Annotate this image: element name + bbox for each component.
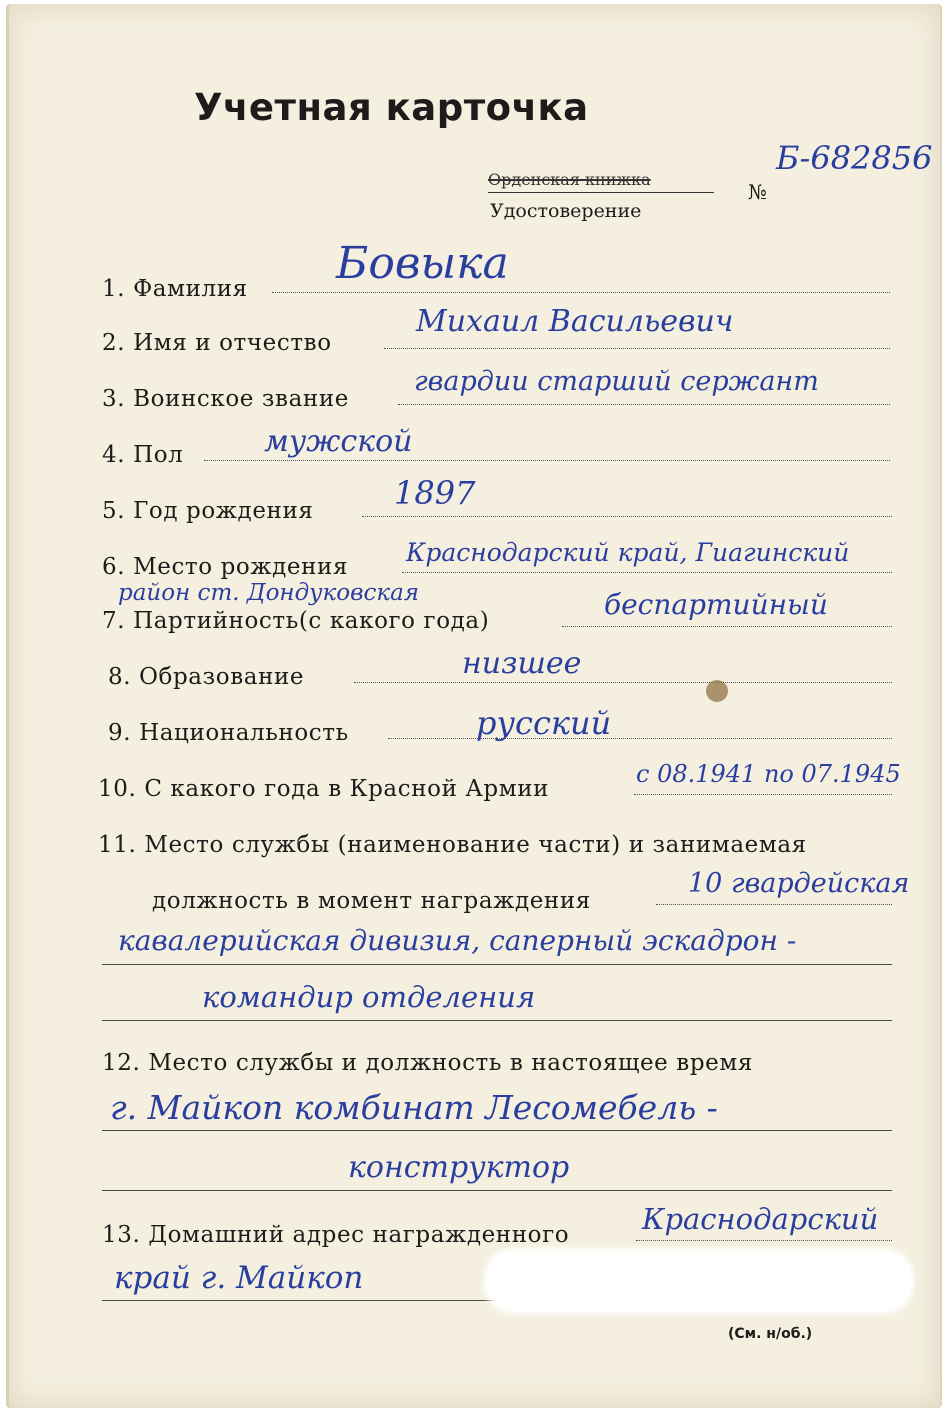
- field-10-value: с 08.1941 по 07.1945: [636, 760, 901, 788]
- see-reverse-note: (См. н/об.): [728, 1326, 813, 1342]
- field-7-line: [562, 626, 892, 627]
- field-13-value: Краснодарский: [642, 1202, 879, 1236]
- field-6-value: Краснодарский край, Гиагинский: [406, 538, 850, 567]
- field-4-label: 4. Пол: [102, 442, 184, 468]
- field-13-value-line2: край г. Майкоп: [114, 1260, 364, 1296]
- field-5-line: [362, 516, 892, 517]
- certificate-label: Удостоверение: [490, 200, 642, 222]
- award-record-card: [6, 4, 942, 1408]
- field-13-label: 13. Домашний адрес награжденного: [102, 1222, 570, 1248]
- field-11-value-line2: кавалерийская дивизия, саперный эскадрон -: [118, 924, 797, 957]
- redacted-area: [484, 1248, 914, 1314]
- field-11-value-line3: командир отделения: [202, 980, 536, 1014]
- field-12-label: 12. Место службы и должность в настоящее время: [102, 1050, 753, 1076]
- field-11-value: 10 гвардейская: [688, 868, 910, 899]
- field-7-label: 7. Партийность(с какого года): [102, 608, 490, 634]
- field-1-line: [272, 292, 890, 293]
- field-2-value: Михаил Васильевич: [416, 304, 734, 339]
- field-12-value-line2: конструктор: [348, 1150, 570, 1185]
- field-3-line: [398, 404, 890, 405]
- field-3-label: 3. Воинское звание: [102, 386, 349, 412]
- field-4-value: мужской: [264, 424, 413, 459]
- field-11-label-line2: должность в момент награждения: [152, 888, 591, 914]
- field-6-label: 6. Место рождения: [102, 554, 349, 580]
- card-title: Учетная карточка: [194, 86, 589, 129]
- field-7-value: беспартийный: [604, 588, 828, 621]
- field-11-line: [656, 904, 892, 905]
- field-3-value: гвардии старший сержант: [414, 366, 819, 397]
- certificate-divider: [488, 192, 714, 193]
- field-9-label: 9. Национальность: [108, 720, 349, 746]
- struck-order-book-label: Орденская книжка: [488, 170, 651, 189]
- field-11-label: 11. Место службы (наименование части) и занимаемая: [98, 832, 807, 858]
- field-8-label: 8. Образование: [108, 664, 305, 690]
- field-8-value: низшее: [462, 646, 582, 681]
- certificate-number: Б-682856: [776, 139, 933, 177]
- field-9-line: [388, 738, 892, 739]
- field-2-label: 2. Имя и отчество: [102, 330, 332, 356]
- field-11-line-2: [102, 964, 892, 965]
- field-8-line: [354, 682, 892, 683]
- field-11-line-3: [102, 1020, 892, 1021]
- field-4-line: [204, 460, 890, 461]
- ink-stain: [706, 680, 728, 702]
- field-6-line: [402, 572, 892, 573]
- field-10-line: [634, 794, 892, 795]
- field-1-value: Бовыка: [336, 238, 509, 289]
- field-13-line: [636, 1240, 892, 1241]
- field-10-label: 10. С какого года в Красной Армии: [98, 776, 550, 802]
- field-12-line: [102, 1130, 892, 1131]
- field-5-label: 5. Год рождения: [102, 498, 314, 524]
- field-12-value: г. Майкоп комбинат Лесомебель -: [110, 1088, 718, 1127]
- number-sign: №: [748, 180, 767, 204]
- field-1-label: 1. Фамилия: [102, 276, 248, 302]
- field-5-value: 1897: [394, 474, 476, 512]
- field-6-value-line2: район ст. Дондуковская: [118, 580, 420, 606]
- field-9-value: русский: [476, 704, 612, 742]
- field-2-line: [384, 348, 890, 349]
- field-12-line-2: [102, 1190, 892, 1191]
